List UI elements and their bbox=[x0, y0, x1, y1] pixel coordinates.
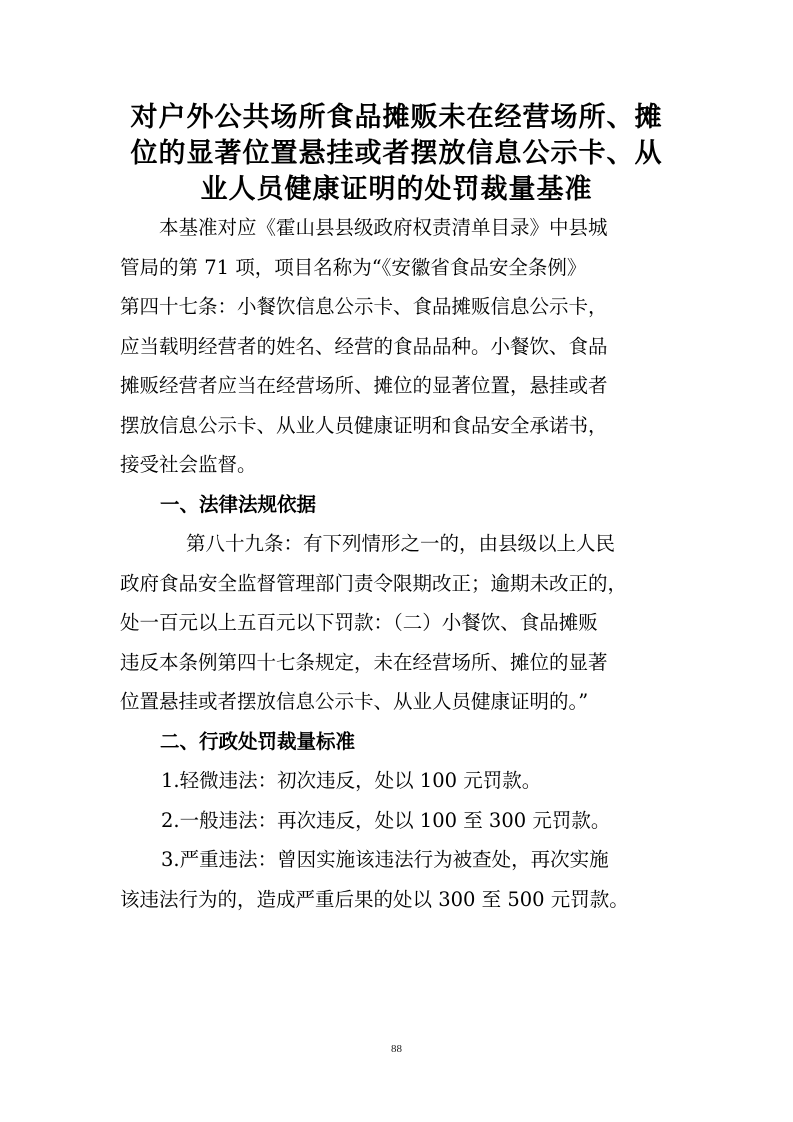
document-title bbox=[120, 100, 673, 208]
legal-basis-line: 位置悬挂或者摆放信息公示卡、从业人员健康证明的。” bbox=[120, 690, 589, 713]
standard-item-serious: 3.严重违法：曾因实施该违法行为被查处，再次实施 bbox=[161, 848, 609, 871]
title-line: 位的显著位置悬挂或者摆放信息公示卡、从 bbox=[130, 138, 663, 169]
legal-basis-paragraph bbox=[120, 524, 673, 722]
intro-line: 摆放信息公示卡、从业人员健康证明和食品安全承诺书， bbox=[120, 413, 608, 437]
standard-item-serious-continued: 该违法行为的，造成严重后果的处以 300 至 500 元罚款。 bbox=[120, 887, 629, 911]
penalty-standards-list bbox=[120, 761, 673, 919]
intro-line: 管局的第 71 项，项目名称为“《安徽省食品安全条例》 bbox=[120, 255, 587, 279]
intro-line: 第四十七条：小餐饮信息公示卡、食品摊贩信息公示卡， bbox=[120, 295, 608, 318]
legal-basis-line: 违反本条例第四十七条规定，未在经营场所、摊位的显著 bbox=[120, 650, 608, 674]
title-line: 对户外公共场所食品摊贩未在经营场所、摊 bbox=[130, 102, 663, 133]
intro-paragraph bbox=[120, 208, 673, 485]
title-line: 业人员健康证明的处罚裁量基准 bbox=[200, 174, 593, 205]
standard-item-minor: 1.轻微违法：初次违反，处以 100 元罚款。 bbox=[161, 769, 542, 792]
legal-basis-line: 处一百元以上五百元以下罚款：（二）小餐饮、食品摊贩 bbox=[120, 611, 598, 634]
page-number: 88 bbox=[391, 1043, 402, 1055]
section-heading-penalty-standards: 二、行政处罚裁量标准 bbox=[160, 729, 356, 753]
legal-basis-line: 第八十九条：有下列情形之一的，由县级以上人民 bbox=[186, 532, 616, 555]
standard-item-general: 2.一般违法：再次违反，处以 100 至 300 元罚款。 bbox=[161, 808, 611, 832]
section-heading-legal-basis: 一、法律法规依据 bbox=[160, 492, 317, 516]
intro-line: 应当载明经营者的姓名、经营的食品品种。小餐饮、食品 bbox=[120, 334, 608, 358]
intro-line: 接受社会监督。 bbox=[120, 453, 257, 476]
intro-line: 摊贩经营者应当在经营场所、摊位的显著位置，悬挂或者 bbox=[120, 374, 608, 397]
legal-basis-line: 政府食品安全监督管理部门责令限期改正；逾期未改正的， bbox=[120, 571, 628, 595]
intro-line: 本基准对应《霍山县县级政府权责清单目录》中县城 bbox=[159, 216, 608, 239]
